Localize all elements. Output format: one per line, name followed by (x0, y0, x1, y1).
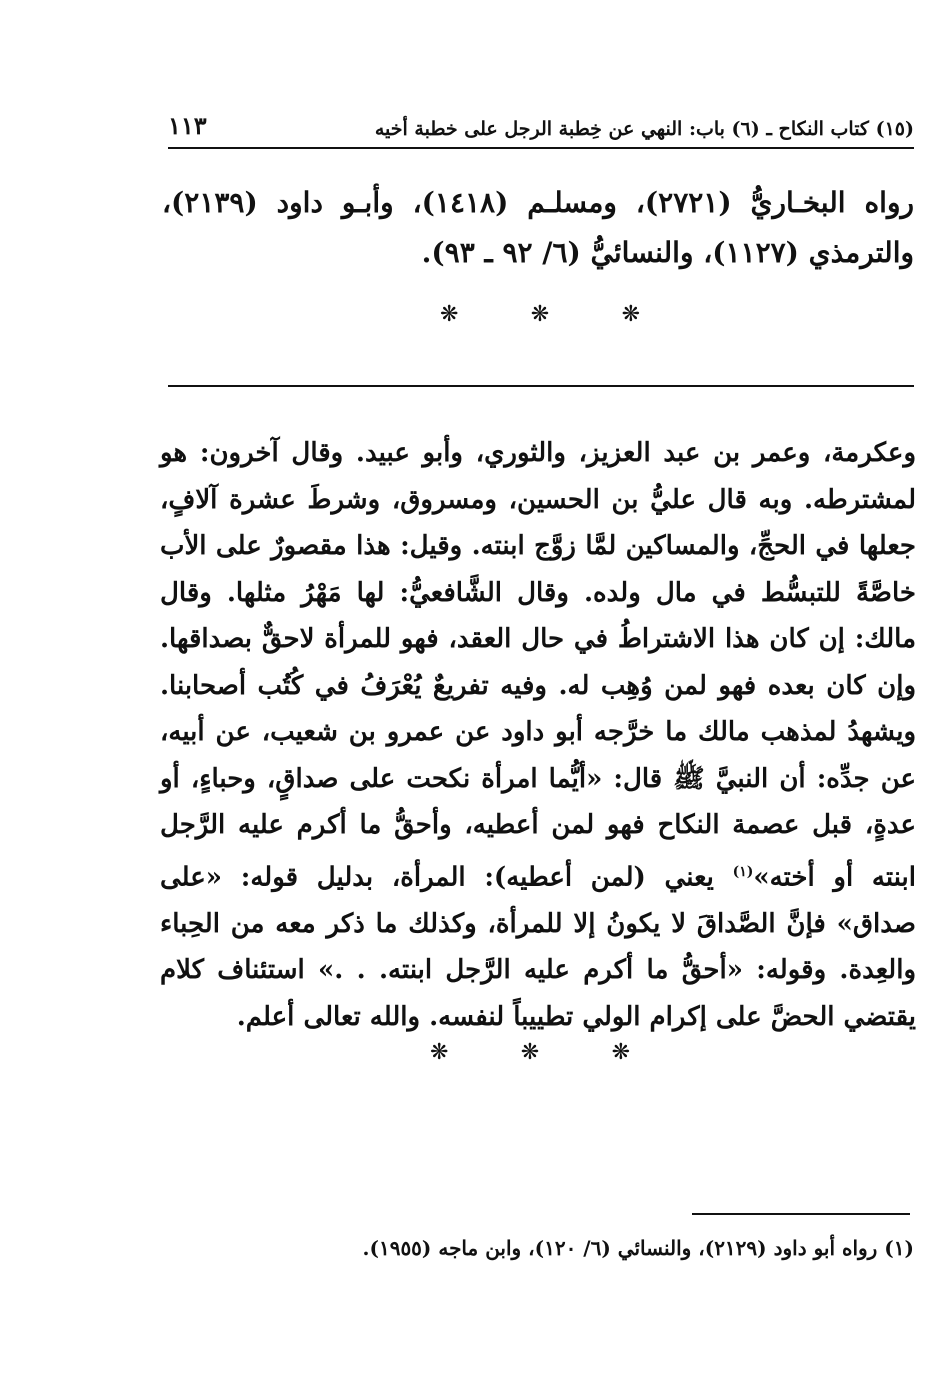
star-ornament-icon: ❋ (621, 302, 640, 327)
section-separator-top (440, 302, 640, 327)
hadith-citation: رواه البخـاريُّ (٢٧٢١)، ومسلـم (١٤١٨)، وأبـو داود (٢١٣٩)، والترمذي (١١٢٧)، والنسائيُّ (٦/ ٩٢ ـ ٩٣). (162, 186, 915, 269)
header-title: (١٥) كتاب النكاح ـ (٦) باب: النهي عن خِطبة الرجل على خطبة أخيه (374, 118, 914, 140)
star-ornament-icon: ❋ (430, 1040, 449, 1065)
footnote-rule (692, 1213, 910, 1215)
running-header (168, 108, 914, 140)
commentary-text-continued: يعني (لمن أعطيه): المرأة، بدليل قوله: «على صداق» فإنَّ الصَّداقَ لا يكونُ إلا للمرأة، وكذلك ما ذكر معه من الحِباء والعِدة. وقوله: «أحقُّ ما أكرم عليه الرَّجل ابنته. . .» استئناف كلام يقتضي الحضَّ على إكرام الولي تطييباً لنفسه. والله تعالى أعلم. (160, 862, 916, 1032)
star-ornament-icon: ❋ (611, 1040, 630, 1065)
star-ornament-icon: ❋ (530, 302, 550, 327)
commentary-divider (168, 385, 914, 387)
star-ornament-icon: ❋ (520, 1040, 540, 1065)
footnote-marker[interactable]: (١) (732, 863, 754, 880)
commentary-paragraph (160, 430, 916, 1040)
header-rule (168, 147, 914, 149)
commentary-text: وعكرمة، وعمر بن عبد العزيز، والثوري، وأبو عبيد. وقال آخرون: هو لمشترطه. وبه قال عليُّ بن الحسين، ومسروق، وشرطَ عشرة آلافٍ، جعلها في الحجِّ، والمساكين لمَّا زوَّج ابنته. وقيل: هذا مقصورٌ على الأب خاصَّةً للتبسُّط في مال ولده. وقال الشَّافعيُّ: لها مَهْرُ مثلها. وقال مالك: إن كان هذا الاشتراطُ في حال العقد، فهو للمرأة لاحقٌّ بصداقها. وإن كان بعده فهو لمن وُهِب له. وفيه تفريعٌ يُعْرَفُ في كُتُب أصحابنا. ويشهدُ لمذهب مالك ما خرَّجه أبو داود عن عمرو بن شعيب، عن أبيه، عن جدِّه: أن النبيَّ ﷺ قال: «أيُّما امرأة نكحت على صداقٍ، وحباءٍ، أو عدةٍ، قبل عصمة النكاح فهو لمن أعطيه، وأحقُّ ما أكرم عليه الرَّجل ابنته أو أخته» (160, 438, 916, 893)
footnote: (١) رواه أبو داود (٢١٢٩)، والنسائي (٦/ ١٢٠)، وابن ماجه (١٩٥٥). (362, 1236, 914, 1260)
page-number: ١١٣ (168, 111, 207, 140)
star-ornament-icon: ❋ (440, 302, 459, 327)
section-separator-bottom (430, 1040, 630, 1065)
